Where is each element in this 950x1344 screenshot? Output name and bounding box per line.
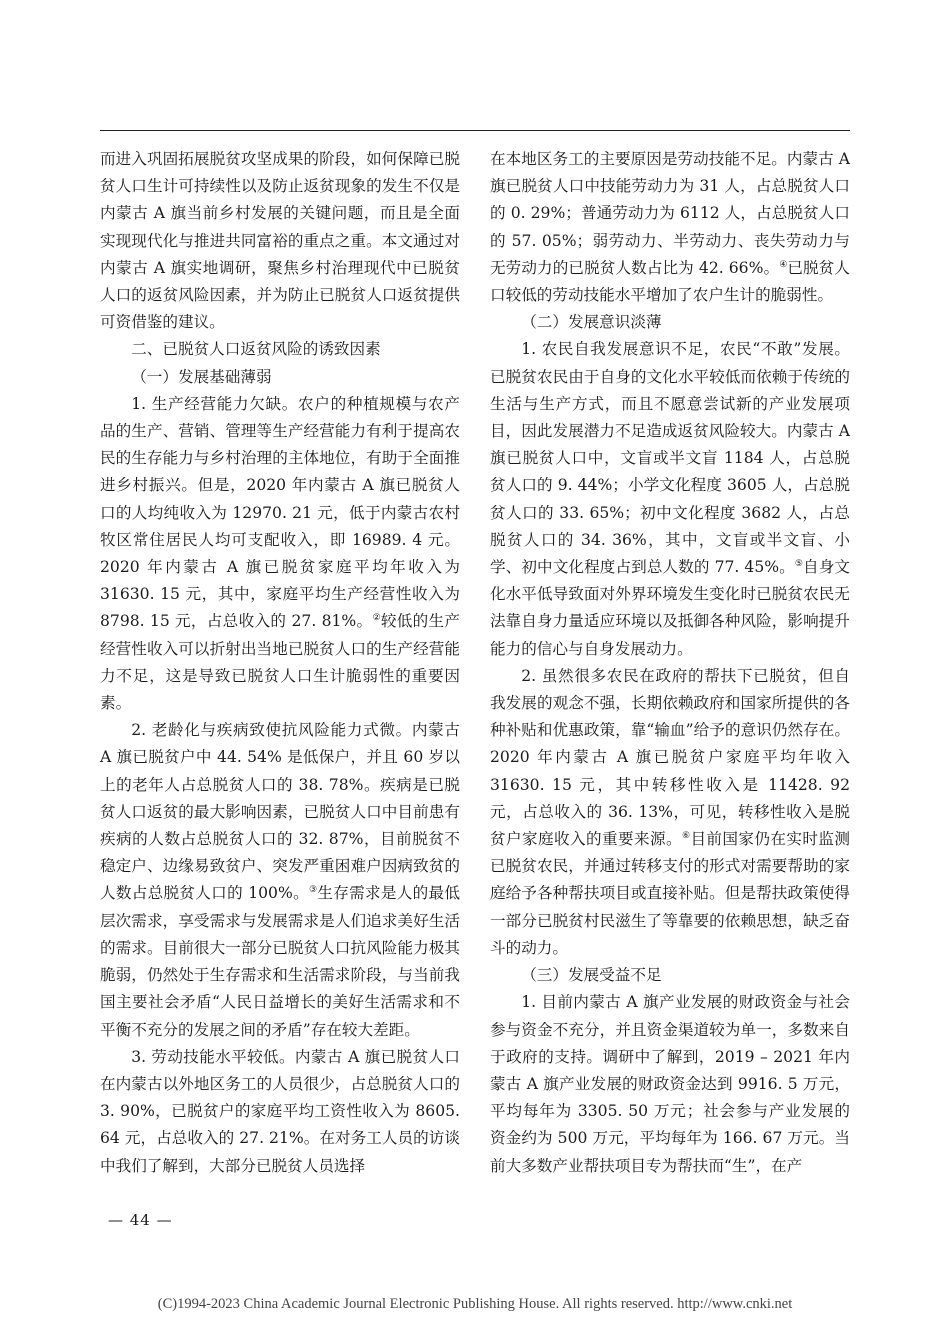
section-heading: 二、已脱贫人口返贫风险的诱致因素	[131, 340, 381, 359]
paragraph: 1. 农民自我发展意识不足，农民“不敢”发展。已脱贫农民由于自身的文化水平较低而依赖于传统的生活与生产方式，而且不愿意尝试新的产业发展项目，因此发展潜力不足造成返贫风险较大。内蒙古 A 旗已脱贫人口中，文盲或半文盲 1184 人，占总脱贫人口的 9. 44%；小学文化程度 3605 人，占总脱贫人口的 33. 65%；初中文化程度 3682 人，占总脱贫人口的 34. 36%，其中，文盲或半文盲、小学、初中文化程度占到总人数的 77. 45%。⑤自身文化水平低导致面对外界环境发生变化时已脱贫农民无法靠自身力量适应环境以及抵御各种风险，影响提升能力的信心与自身发展动力。	[490, 340, 850, 658]
subsection-heading: （二）发展意识淡薄	[521, 313, 662, 332]
subsection-heading: （三）发展受益不足	[521, 966, 662, 985]
page-number: — 44 —	[108, 1211, 173, 1229]
footnote-ref: ④	[779, 259, 788, 270]
paragraph-continuation: 而进入巩固拓展脱贫攻坚成果的阶段，如何保障已脱贫人口生计可持续性以及防止返贫现象的发生不仅是内蒙古 A 旗当前乡村发展的关键问题，而且是全面实现现代化与推进共同富裕的重点之重。本文通过对内蒙古 A 旗实地调研，聚焦乡村治理现代中已脱贫人口的返贫风险因素，并为防止已脱贫人口返贫提供可资借鉴的建议。	[100, 150, 460, 332]
copyright-footer: (C)1994-2023 China Academic Journal Electronic Publishing House. All rights reserved. http://www.cnki.net	[157, 1296, 793, 1312]
footnote-ref: ③	[308, 885, 318, 896]
left-column	[100, 146, 460, 1180]
footnote-ref: ②	[372, 613, 381, 624]
footnote-ref: ⑤	[794, 558, 804, 569]
paragraph: 1. 生产经营能力欠缺。农户的种植规模与农产品的生产、营销、管理等生产经营能力有利于提高农民的生存能力与乡村治理的主体地位，有助于全面推进乡村振兴。但是，2020 年内蒙古 A 旗已脱贫人口的人均纯收入为 12970. 21 元，低于内蒙古农村牧区常住居民人均可支配收入，即 16989. 4 元。2020 年内蒙古 A 旗已脱贫家庭平均年收入为 31630. 15 元，其中，家庭平均生产经营性收入为 8798. 15 元，占总收入的 27. 81%。②较低的生产经营性收入可以折射出当地已脱贫人口的生产经营能力不足，这是导致已脱贫人口生计脆弱性的重要因素。	[100, 394, 460, 713]
paragraph-continuation: 在本地区务工的主要原因是劳动技能不足。内蒙古 A 旗已脱贫人口中技能劳动力为 31 人，占总脱贫人口的 0. 29%；普通劳动力为 6112 人，占总脱贫人口的 57. 05%；弱劳动力、半劳动力、丧失劳动力与无劳动力的已脱贫人数占比为 42. 66%。④已脱贫人口较低的劳动技能水平增加了农户生计的脆弱性。	[490, 150, 850, 305]
footnote-ref: ⑥	[681, 830, 691, 841]
paragraph: 2. 虽然很多农民在政府的帮扶下已脱贫，但自我发展的观念不强，长期依赖政府和国家所提供的各种补贴和优惠政策，靠“输血”给予的意识仍然存在。2020 年内蒙古 A 旗已脱贫户家庭平均年收入 31630. 15 元，其中转移性收入是 11428. 92 元，占总收入的 36. 13%，可见，转移性收入是脱贫户家庭收入的重要来源。⑥目前国家仍在实时监测已脱贫农民，并通过转移支付的形式对需要帮助的家庭给予各种帮扶项目或直接补贴。但是帮扶政策使得一部分已脱贫村民滋生了等靠要的依赖思想，缺乏奋斗的动力。	[490, 666, 850, 957]
paragraph: 3. 劳动技能水平较低。内蒙古 A 旗已脱贫人口在内蒙古以外地区务工的人员很少，占总脱贫人口的 3. 90%，已脱贫户的家庭平均工资性收入为 8605. 64 元，占总收入的 27. 21%。在对务工人员的访谈中我们了解到，大部分已脱贫人员选择	[100, 1047, 460, 1175]
paragraph: 2. 老龄化与疾病致使抗风险能力式微。内蒙古 A 旗已脱贫户中 44. 54% 是低保户，并且 60 岁以上的老年人占总脱贫人口的 38. 78%。疾病是已脱贫人口返贫的最大影响因素，已脱贫人口中目前患有疾病的人数占总脱贫人口的 32. 87%，目前脱贫不稳定户、边缘易致贫户、突发严重困难户因病致贫的人数占总脱贫人口的 100%。③生存需求是人的最低层次需求，享受需求与发展需求是人们追求美好生活的需求。目前很大一部分已脱贫人口抗风险能力极其脆弱，仍然处于生存需求和生活需求阶段，与当前我国主要社会矛盾“人民日益增长的美好生活需求和不平衡不充分的发展之间的矛盾”存在较大差距。	[100, 721, 460, 1039]
right-column	[490, 146, 850, 1180]
paragraph: 1. 目前内蒙古 A 旗产业发展的财政资金与社会参与资金不充分，并且资金渠道较为单一，多数来自于政府的支持。调研中了解到，2019 – 2021 年内蒙古 A 旗产业发展的财政资金达到 9916. 5 万元，平均每年为 3305. 50 万元；社会参与产业发展的资金约为 500 万元，平均每年为 166. 67 万元。当前大多数产业帮扶项目专为帮扶而“生”，在产	[490, 993, 850, 1175]
subsection-heading: （一）发展基础薄弱	[131, 367, 272, 386]
header-rule	[100, 130, 850, 131]
